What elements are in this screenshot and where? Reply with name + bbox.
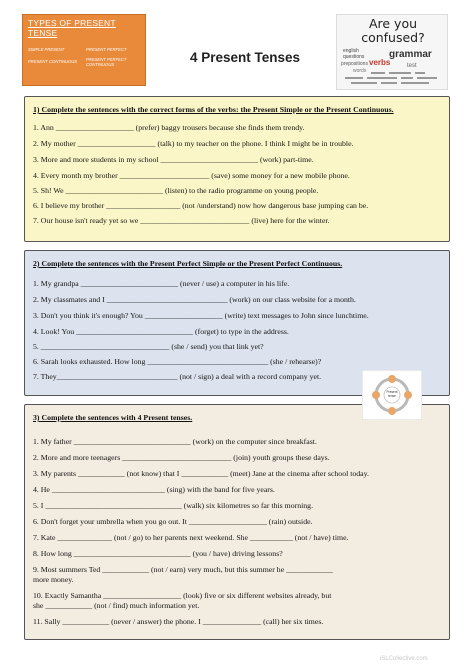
types-of-present-tense-box — [22, 14, 146, 86]
exercise-1-sentence: 3. More and more students in my school _________________________ (work) part-time. — [33, 155, 314, 164]
exercise-2-sentence: 1. My grandpa _________________________ (never / use) a computer in his life. — [33, 279, 290, 288]
exercise-3-sentence: 3. My parents ____________ (not know) that I ____________ (meet) Jane at the cinema after school today. — [33, 469, 369, 478]
exercise-2-sentence: 7. They_______________________________ (not / sign) a deal with a record company yet. — [33, 372, 322, 381]
exercise-2-sentence: 3. Don't you think it's enough? You ____________________ (write) text messages to John since lunchtime. — [33, 311, 369, 320]
exercise-3-sentence: 6. Don't forget your umbrella when you go out. It ____________________ (rain) outside. — [33, 517, 313, 526]
exercise-3-sentence: 4. He _____________________________ (sing) with the band for five years. — [33, 485, 275, 494]
page-title: 4 Present Tenses — [189, 50, 301, 65]
word-cloud — [341, 49, 445, 89]
exercise-2-sentence: 4. Look! You ______________________________ (forget) to type in the address. — [33, 327, 289, 336]
exercise-2-instructions: 2) Complete the sentences with the Present Perfect Simple or the Present Perfect Continuous. — [33, 259, 343, 268]
exercise-section-3 — [24, 404, 450, 640]
exercise-2-sentence: 6. Sarah looks exhausted. How long _______________________________ (she / rehearse)? — [33, 357, 322, 366]
cloud-word: english — [343, 48, 359, 54]
exercise-1-sentence: 4. Every month my brother _______________________ (save) some money for a new mobile phone. — [33, 171, 350, 180]
exercise-3-sentence: 10. Exactly Samantha ____________________ (look) five or six different websites already, but — [33, 591, 332, 600]
cloud-word: test — [407, 63, 417, 69]
present-tense-cycle-diagram — [362, 370, 422, 420]
exercise-3-sentence: 7. Kate ______________ (not / go) to her parents next weekend. She ___________ (not / have) time. — [33, 533, 349, 542]
watermark: iSLCollective.com — [380, 656, 428, 662]
cloud-word: grammar — [389, 49, 432, 60]
exercise-2-sentence: 5. _________________________________ (she / send) you that link yet? — [33, 342, 264, 351]
exercise-3-sentence: 1. My father ______________________________ (work) on the computer since breakfast. — [33, 437, 317, 446]
cycle-center-label: Present tense — [386, 390, 398, 398]
are-you-confused-image — [336, 14, 448, 90]
type-present-perfect: PRESENT PERFECT — [86, 47, 127, 52]
exercise-3-sentence: 9. Most summers Ted ____________ (not / earn) very much, but this summer he ____________ — [33, 565, 333, 574]
exercise-3-sentence: 2. More and more teenagers ____________________________ (join) youth groups these days. — [33, 453, 330, 462]
exercise-3-sentence: 11. Sally ____________ (never / answer) the phone. I _______________ (call) her six times. — [33, 617, 324, 626]
type-simple-present: SIMPLE PRESENT — [28, 47, 65, 52]
exercise-3-sentence-continued: more money. — [33, 575, 74, 584]
exercise-1-sentence: 2. My mother ____________________ (talk) to my teacher on the phone. I think I might be in trouble. — [33, 139, 354, 148]
cloud-word: prepositions — [341, 61, 368, 67]
exercise-1-sentence: 6. I believe my brother ___________________ (not /understand) now how dangerous base jumping can be. — [33, 201, 369, 210]
exercise-1-instructions: 1) Complete the sentences with the correct forms of the verbs: the Present Simple or the Present Continuous. — [33, 105, 394, 114]
exercise-3-instructions: 3) Complete the sentences with 4 Present tenses. — [33, 413, 193, 422]
exercise-1-sentence: 7. Our house isn't ready yet so we ____________________________ (live) here for the winter. — [33, 216, 330, 225]
types-title: TYPES OF PRESENT TENSE — [28, 18, 116, 38]
exercise-2-sentence: 2. My classmates and I _______________________________ (work) on our class website for a month. — [33, 295, 356, 304]
exercise-3-sentence: 8. How long ______________________________ (you / have) driving lessons? — [33, 549, 283, 558]
exercise-3-sentence: 5. I ___________________________________ (walk) six kilometres so far this morning. — [33, 501, 314, 510]
exercise-1-sentence: 1. Ann ____________________ (prefer) baggy trousers because she finds them trendy. — [33, 123, 305, 132]
cloud-word: verbs — [369, 58, 391, 67]
cloud-word: words — [353, 68, 367, 74]
exercise-3-sentence-continued: she ____________ (not / find) much information yet. — [33, 601, 200, 610]
cloud-texture — [341, 69, 445, 89]
exercise-section-1 — [24, 96, 450, 242]
confused-text: Are you confused? — [361, 16, 425, 45]
type-present-continuous: PRESENT CONTINUOUS — [28, 59, 78, 64]
cloud-word: questions — [343, 54, 365, 60]
exercise-1-sentence: 5. Sh! We _________________________ (listen) to the radio programme on young people. — [33, 186, 319, 195]
type-present-perfect-continuous: PRESENT PERFECT CONTINUOUS — [86, 57, 127, 67]
